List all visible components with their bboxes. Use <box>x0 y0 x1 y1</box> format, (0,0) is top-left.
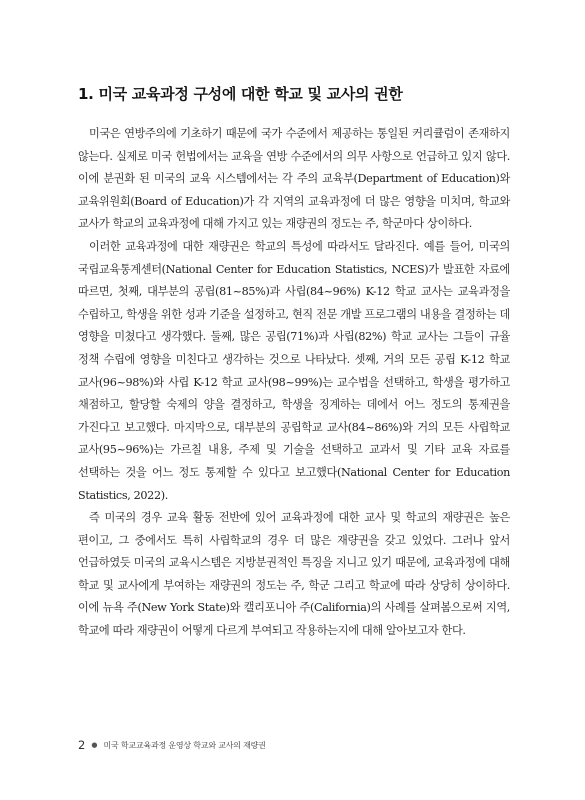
section-heading: 1. 미국 교육과정 구성에 대한 학교 및 교사의 권한 <box>78 85 403 103</box>
paragraph: 이러한 교육과정에 대한 재량권은 학교의 특성에 따라서도 달라진다. 예를 들어, 미국의 국립교육통계센터(National Center for Education Statistics, NCES)가 발표한 자료에 따르면, 첫째, 대부분의 공립(81~85%)과 사립(84~96%) K-12 학교 교사는 교육과정을 수립하고, 학생을 위한 성과 기준을 설정하고, 현직 전문 개발 프로그램의 내용을 결정하는 데 영향을 미쳤다고 생각했다. 둘째, 많은 공립(71%)과 사립(82%) 학교 교사는 그들이 규율 정책 수립에 영향을 미친다고 생각하는 것으로 나타났다. 셋째, 거의 모든 공립 K-12 학교 교사(96~98%)와 사립 K-12 학교 교사(98~99%)는 교수법을 선택하고, 학생을 평가하고 채점하고, 할당할 숙제의 양을 결정하고, 학생을 징계하는 데에서 어느 정도의 통제권을 가진다고 보고했다. 마지막으로, 대부분의 공립학교 교사(84~86%)와 거의 모든 사립학교 교사(95~96%)는 가르칠 내용, 주제 및 기술을 선택하고 교과서 및 기타 교육 자료를 선택하는 것을 어느 정도 통제할 수 있다고 보고했다(National Center for Education Statistics, 2022). <box>78 239 510 502</box>
running-title: 미국 학교교육과정 운영상 학교와 교사의 재량권 <box>103 740 266 750</box>
paragraph: 즉 미국의 경우 교육 활동 전반에 있어 교육과정에 대한 교사 및 학교의 재량권은 높은 편이고, 그 중에서도 특히 사립학교의 경우 더 많은 재량권을 갖고 있었다. 그러나 앞서 언급하였듯 미국의 교육시스템은 지방분권적인 특징을 지니고 있기 때문에, 교육과정에 대해 학교 및 교사에게 부여하는 재량권의 정도는 주, 학군 그리고 학교에 따라 상당히 상이하다. 이에 뉴욕 주(New York State)와 캘리포니아 주(California)의 사례를 살펴봄으로써 지역, 학교에 따라 재량권이 어떻게 다르게 부여되고 작용하는지에 대해 알아보고자 한다. <box>78 511 510 638</box>
page-footer <box>78 738 266 752</box>
page-number: 2 <box>78 738 86 752</box>
bullet-icon: ● <box>91 741 98 749</box>
paragraph: 미국은 연방주의에 기초하기 때문에 국가 수준에서 제공하는 통일된 커리큘럼이 존재하지 않는다. 실제로 미국 헌법에서는 교육을 연방 수준에서의 의무 사항으로 언급하고 있지 않다. 이에 분권화 된 미국의 교육 시스템에서는 각 주의 교육부(Department of Education)와 교육위원회(Board of Education)가 각 지역의 교육과정에 더 많은 영향을 미치며, 학교와 교사가 학교의 교육과정에 대해 가지고 있는 재량권의 정도는 주, 학군마다 상이하다. <box>78 127 510 231</box>
body-text <box>78 123 510 643</box>
